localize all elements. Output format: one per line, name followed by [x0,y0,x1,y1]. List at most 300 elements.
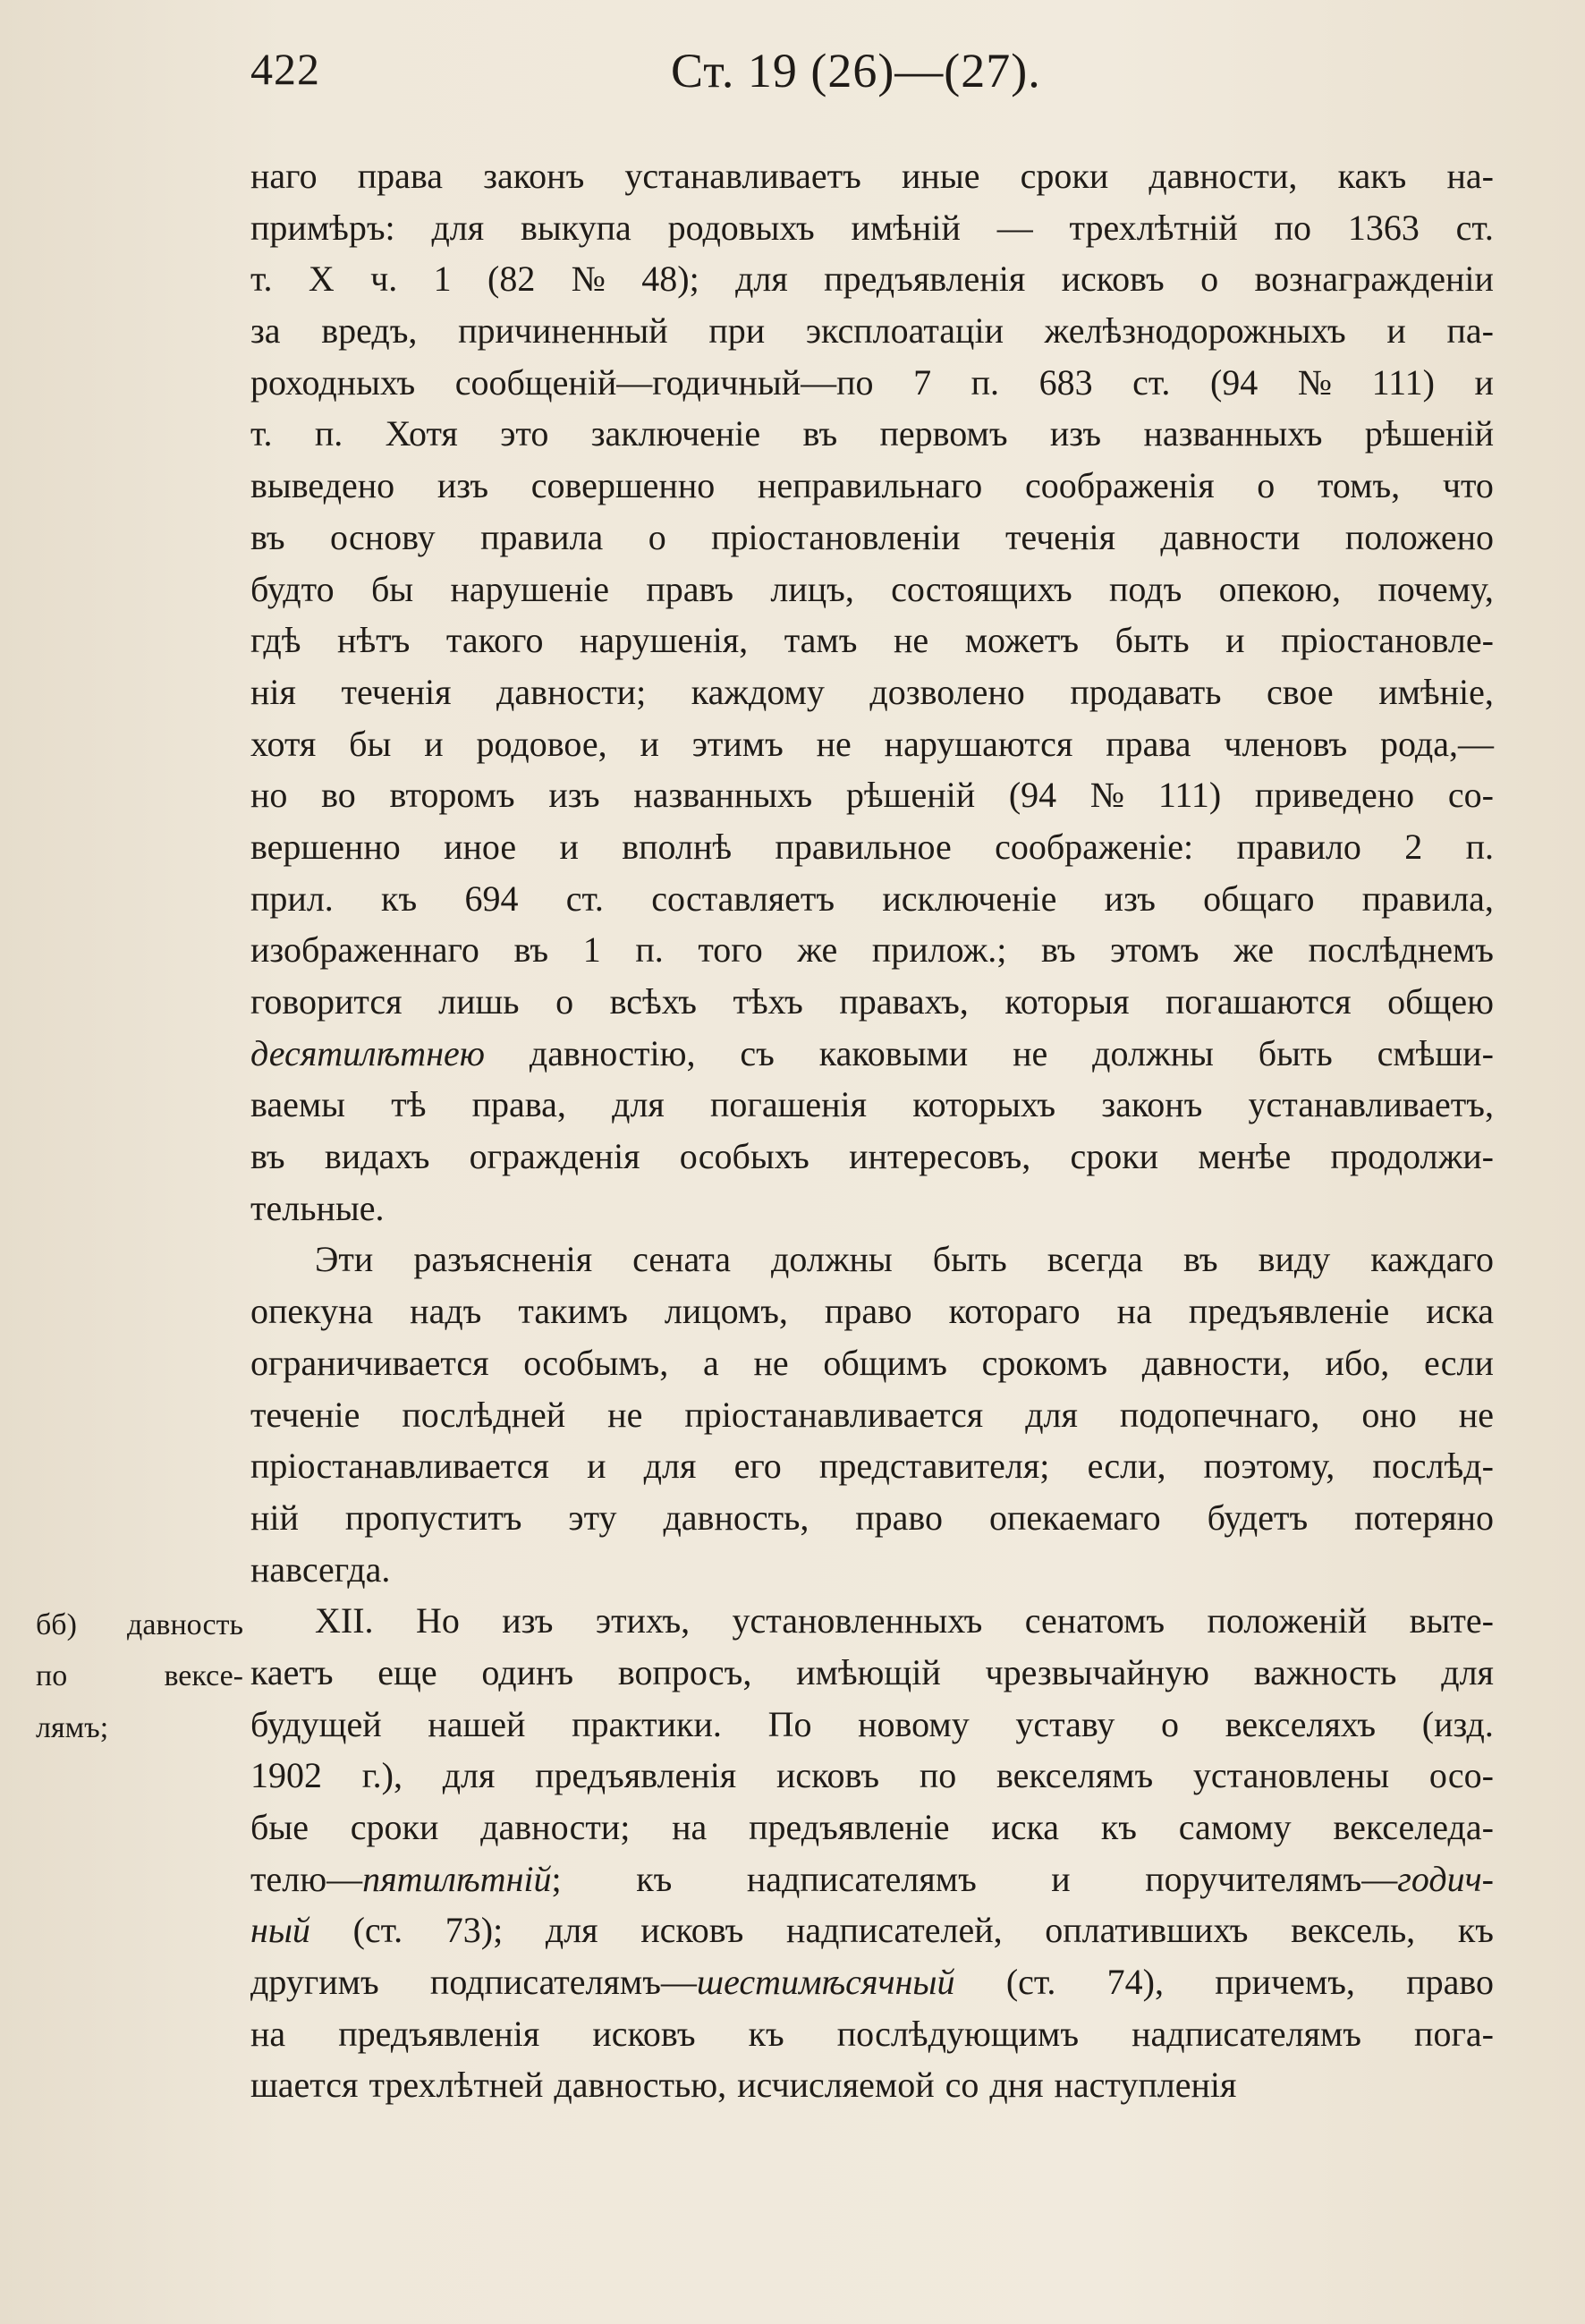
word: нарушаются [884,723,1073,764]
paragraph [250,1234,1494,1595]
word: г.), [361,1755,403,1796]
word: тѣхъ [733,981,803,1022]
text-line [250,615,1494,666]
text-line [250,1131,1494,1183]
marginal-note [36,1599,243,1754]
word: ный [250,1910,310,1951]
word: въ [1182,1239,1218,1280]
word: каждому [691,671,825,712]
word: пріостанавливается [250,1446,549,1487]
word: векселямъ [996,1755,1154,1796]
word: этихъ, [595,1600,691,1641]
word: къ [1457,1910,1494,1951]
word: 48); [641,259,699,300]
word: соображенія [1024,465,1215,506]
word: должны [771,1239,893,1280]
word: давность, [663,1497,809,1538]
word: же [1233,929,1274,971]
word: общаго [1203,878,1315,919]
word: давности [1160,516,1301,557]
word: составляетъ [651,878,835,919]
word: ній [250,1497,299,1538]
word: Эти [315,1239,374,1280]
text-line [250,1440,1494,1492]
word: т. [250,413,273,454]
word: продавать [1070,671,1222,712]
word: теченія [1004,516,1115,557]
word: подъ [1108,568,1182,609]
word: котораго [948,1291,1081,1332]
word: изъ [1049,413,1102,454]
word: исключеніе [882,878,1057,919]
word: выкупа [520,207,631,248]
marginal-note-line [36,1650,243,1702]
word: предъявленія [338,2013,540,2054]
word: вексе- [164,1659,243,1693]
word: если [1424,1342,1494,1383]
word: сроки [350,1807,439,1847]
word: (94 [1209,361,1259,403]
word: и [1474,361,1494,403]
word: 1 [582,929,601,971]
text-line [250,1028,1494,1080]
word: трехлѣтней [369,2065,544,2106]
word: правахъ, [839,981,969,1022]
word: каковыми [818,1032,969,1073]
word: выте- [1409,1600,1494,1641]
word: право [824,1291,912,1332]
word: изъ [548,775,600,816]
paragraph [250,150,1494,1234]
word: для [545,1910,598,1951]
word: въ [513,929,549,971]
word: ст. [565,878,604,919]
word: названныхъ [1143,413,1323,454]
text-line [250,253,1494,305]
word: вексель, [1291,1910,1416,1951]
word: положеній [1207,1600,1368,1641]
word: послѣдней [402,1394,566,1435]
word: состоящихъ [891,568,1072,609]
word: ибо, [1325,1342,1390,1383]
word: виду [1258,1239,1331,1280]
word: рода,— [1380,723,1494,764]
word: 7 [913,361,932,403]
word: надъ [410,1291,482,1332]
word: устанавливаетъ, [1248,1084,1494,1125]
word: (ст. [352,1910,403,1951]
word: поэтому, [1203,1446,1335,1487]
word: эту [568,1497,617,1538]
word: 2 [1404,826,1423,867]
word: уставу [1015,1703,1115,1744]
word: теченіе [250,1394,360,1435]
word: другимъ [250,1962,379,2003]
word: для [643,1446,697,1487]
word: давностію, [529,1032,696,1073]
marginal-note-line [36,1702,243,1754]
word: говорится [250,981,403,1022]
word: тельные. [250,1187,385,1228]
text-line [250,1285,1494,1337]
word: менѣе [1198,1136,1292,1177]
word: заключеніе [590,413,761,454]
word: не [607,1394,643,1435]
word: наго [250,156,318,196]
word: Но [415,1600,460,1641]
word: нія [250,671,296,712]
word: Хотя [385,413,458,454]
word: прил. [250,878,334,919]
word: для [612,1084,665,1125]
word: исчисляемой [737,2065,935,2106]
word: еще [377,1651,437,1692]
word: нѣтъ [337,620,411,661]
word: изъ [437,465,489,506]
word: изображеннаго [250,929,479,971]
word: для [442,1755,496,1796]
word: причиненный [458,310,668,352]
word: всегда [1047,1239,1143,1280]
word: почему, [1377,568,1494,609]
word: 111) [1371,361,1435,403]
word: приведено [1254,775,1415,816]
word: названныхъ [633,775,813,816]
word: сената [632,1239,731,1280]
word: рѣшеній [845,775,976,816]
word: прилож.; [871,929,1007,971]
word: трехлѣтній [1069,207,1238,248]
paragraph [250,1595,1494,2111]
text-line [250,1802,1494,1853]
word: по [36,1659,68,1693]
text-line [250,821,1494,873]
word: первомъ [879,413,1008,454]
text-line [250,1492,1494,1544]
word: и [1386,310,1406,352]
word: XII. [315,1600,374,1641]
word: ст. [1455,207,1494,248]
word: гдѣ [250,620,301,661]
word: иска [991,1807,1060,1847]
word: иные [902,156,980,196]
word: на- [1446,156,1494,196]
word: 1902 [250,1755,322,1796]
word: подписателямъ—шестимѣсячный [429,1962,955,2003]
word: вознагражденіи [1254,259,1494,300]
word: не [1458,1394,1494,1435]
word: правила [480,516,604,557]
word: бые [250,1807,309,1847]
word: нашей [428,1703,526,1744]
word: № [571,259,606,300]
word: разъясненія [413,1239,593,1280]
word: важность [1253,1651,1397,1692]
word: X [308,259,335,300]
text-line [250,666,1494,718]
word: пріостанавливается [684,1394,984,1435]
word: бы [349,723,392,764]
text-line [250,1956,1494,2008]
word: на [250,2013,286,2054]
word: права [1106,723,1191,764]
word: погашенія [710,1084,868,1125]
word: п. [635,929,664,971]
word: векселеда- [1333,1807,1494,1847]
word: (94 [1008,775,1057,816]
word: права [357,156,444,196]
word: основу [330,516,436,557]
word: примѣръ: [250,207,395,248]
word: о [1200,259,1219,300]
word: того [698,929,763,971]
text-line [250,1389,1494,1441]
word: о [1257,465,1276,506]
text-line [250,460,1494,512]
word: и [424,723,444,764]
word: дня [989,2065,1044,2106]
word: надписателямъ [746,1858,977,1899]
word: представителя; [818,1446,1050,1487]
text-line [250,2059,1494,2111]
word: (82 [487,259,536,300]
word: въ [1040,929,1076,971]
text-line [250,408,1494,460]
word: родовое, [476,723,607,764]
word: видахъ [324,1136,430,1177]
text-line [250,1699,1494,1751]
word: 694 [464,878,519,919]
word: хотя [250,723,317,764]
word: право [1406,1962,1494,2003]
word: второмъ [389,775,515,816]
word: установлены [1192,1755,1390,1796]
word: исковъ [776,1755,880,1796]
word: правъ [646,568,734,609]
word: къ [636,1858,673,1899]
word: во [321,775,356,816]
word: ч. [370,259,398,300]
word: имѣніе, [1378,671,1494,712]
word: 111) [1157,775,1222,816]
word: особымъ, [523,1342,669,1383]
word: т. [250,259,273,300]
word: послѣднемъ [1308,929,1494,971]
word: право [855,1497,944,1538]
word: и [1051,1858,1071,1899]
text-line [250,1595,1494,1647]
word: эксплоатаціи [805,310,1004,352]
word: пога- [1414,2013,1494,2054]
text-line [250,357,1494,409]
text-line [250,202,1494,254]
word: оплатившихъ [1045,1910,1249,1951]
word: потеряно [1354,1497,1494,1538]
running-title: Ст. 19 (26)—(27). [671,44,1041,98]
word: десятилѣтнею [250,1032,485,1073]
word: что [1442,465,1494,506]
word: правила, [1361,878,1494,919]
word: сроки [1020,156,1109,196]
word: съ [740,1032,775,1073]
word: общею [1387,981,1494,1022]
word: нарушеніе [450,568,609,609]
word: пропуститъ [344,1497,522,1538]
word: этимъ [691,723,784,764]
word: 73); [445,1910,504,1951]
word: опекуна [250,1291,374,1332]
word: исковъ [1061,259,1165,300]
word: тѣ [391,1084,427,1125]
word: п. [314,413,343,454]
word: предъявленіе [749,1807,950,1847]
word: же [797,929,838,971]
word: для [1025,1394,1078,1435]
word: быть [1258,1032,1333,1073]
word: (ст. [1005,1962,1056,2003]
word: со [945,2065,979,2106]
word: имѣющій [796,1651,941,1692]
text-line [250,512,1494,564]
word: огражденія [469,1136,640,1177]
word: его [733,1446,782,1487]
text-line [250,976,1494,1028]
word: лямъ; [36,1710,109,1744]
word: будетъ [1207,1497,1309,1538]
word: для [1441,1651,1494,1692]
word: тамъ [784,620,858,661]
word: послѣдующимъ [836,2013,1080,2054]
word: которыя [1004,981,1130,1022]
word: — [996,207,1033,248]
word: ст. [1132,361,1171,403]
word: причемъ, [1215,1962,1355,2003]
text-line [250,1234,1494,1285]
body-text [250,150,1494,2111]
text-line [250,150,1494,202]
text-line [250,1544,1494,1596]
text-line [250,305,1494,357]
word: сенатомъ [1024,1600,1165,1641]
word: будущей [250,1703,382,1744]
word: должны [1092,1032,1214,1073]
word: и [587,1446,606,1487]
word: чрезвычайную [985,1651,1210,1692]
word: установленныхъ [732,1600,983,1641]
word: нарушенія, [580,620,749,661]
word: о [1161,1703,1180,1744]
word: а [702,1342,719,1383]
word: къ [1100,1807,1137,1847]
word: это [500,413,549,454]
word: рѣшеній [1364,413,1494,454]
word: смѣши- [1377,1032,1494,1073]
word: иска [1426,1291,1494,1332]
word: лишь [438,981,520,1022]
word: выведено [250,465,395,506]
text-line [250,769,1494,821]
word: исковъ [640,1910,744,1951]
word: 1363 [1347,207,1420,248]
word: послѣд- [1372,1446,1494,1487]
word: о [555,981,574,1022]
word: поручителямъ—годич- [1145,1858,1494,1899]
word: томъ, [1317,465,1401,506]
word: 683 [1038,361,1093,403]
word: всѣхъ [609,981,697,1022]
text-line [250,1079,1494,1131]
word: и [640,723,659,764]
word: на [1116,1291,1152,1332]
word: самому [1178,1807,1292,1847]
word: векселяхъ [1225,1703,1377,1744]
word: законъ [483,156,585,196]
word: погашаются [1165,981,1352,1022]
word: общимъ [823,1342,947,1383]
word: быть [932,1239,1007,1280]
word: можетъ [964,620,1080,661]
word: и [1225,620,1245,661]
text-line [250,1183,1494,1234]
word: на [672,1807,708,1847]
word: надписателей, [785,1910,1003,1951]
word: давности; [496,671,647,712]
word: каетъ [250,1651,334,1692]
text-line [250,924,1494,976]
word: дозволено [869,671,1025,712]
word: новому [858,1703,970,1744]
word: неправильнаго [757,465,983,506]
word: осо- [1428,1755,1494,1796]
word: если, [1087,1446,1166,1487]
word: изъ [502,1600,554,1641]
text-line [250,1750,1494,1802]
word: бб) [36,1607,77,1641]
text-line [250,2008,1494,2060]
word: продолжи- [1330,1136,1494,1177]
word: о [648,516,666,557]
word: въ [250,1136,285,1177]
word: давность [127,1607,243,1641]
word: положено [1344,516,1494,557]
word: 1 [433,259,452,300]
word: практики. [572,1703,722,1744]
word: для [431,207,485,248]
word: предъявленіе [1188,1291,1390,1332]
word: устанавливаетъ [624,156,861,196]
word: наступленія [1054,2065,1237,2106]
word: желѣзнодорожныхъ [1044,310,1346,352]
word: этомъ [1110,929,1199,971]
word: каждаго [1370,1239,1494,1280]
word: опекою, [1218,568,1342,609]
word: лицомъ, [664,1291,788,1332]
word: срокомъ [981,1342,1108,1383]
word: оно [1361,1394,1417,1435]
word: По [767,1703,812,1744]
word: одинъ [481,1651,574,1692]
word: давности, [1141,1342,1291,1383]
word: въ [802,413,838,454]
text-line [250,1337,1494,1389]
word: членовъ [1224,723,1348,764]
word: вредъ, [321,310,418,352]
word: лицъ, [770,568,854,609]
word: 74), [1106,1962,1164,2003]
word: опекаемаго [988,1497,1161,1538]
word: п. [970,361,1000,403]
word: для [735,259,788,300]
